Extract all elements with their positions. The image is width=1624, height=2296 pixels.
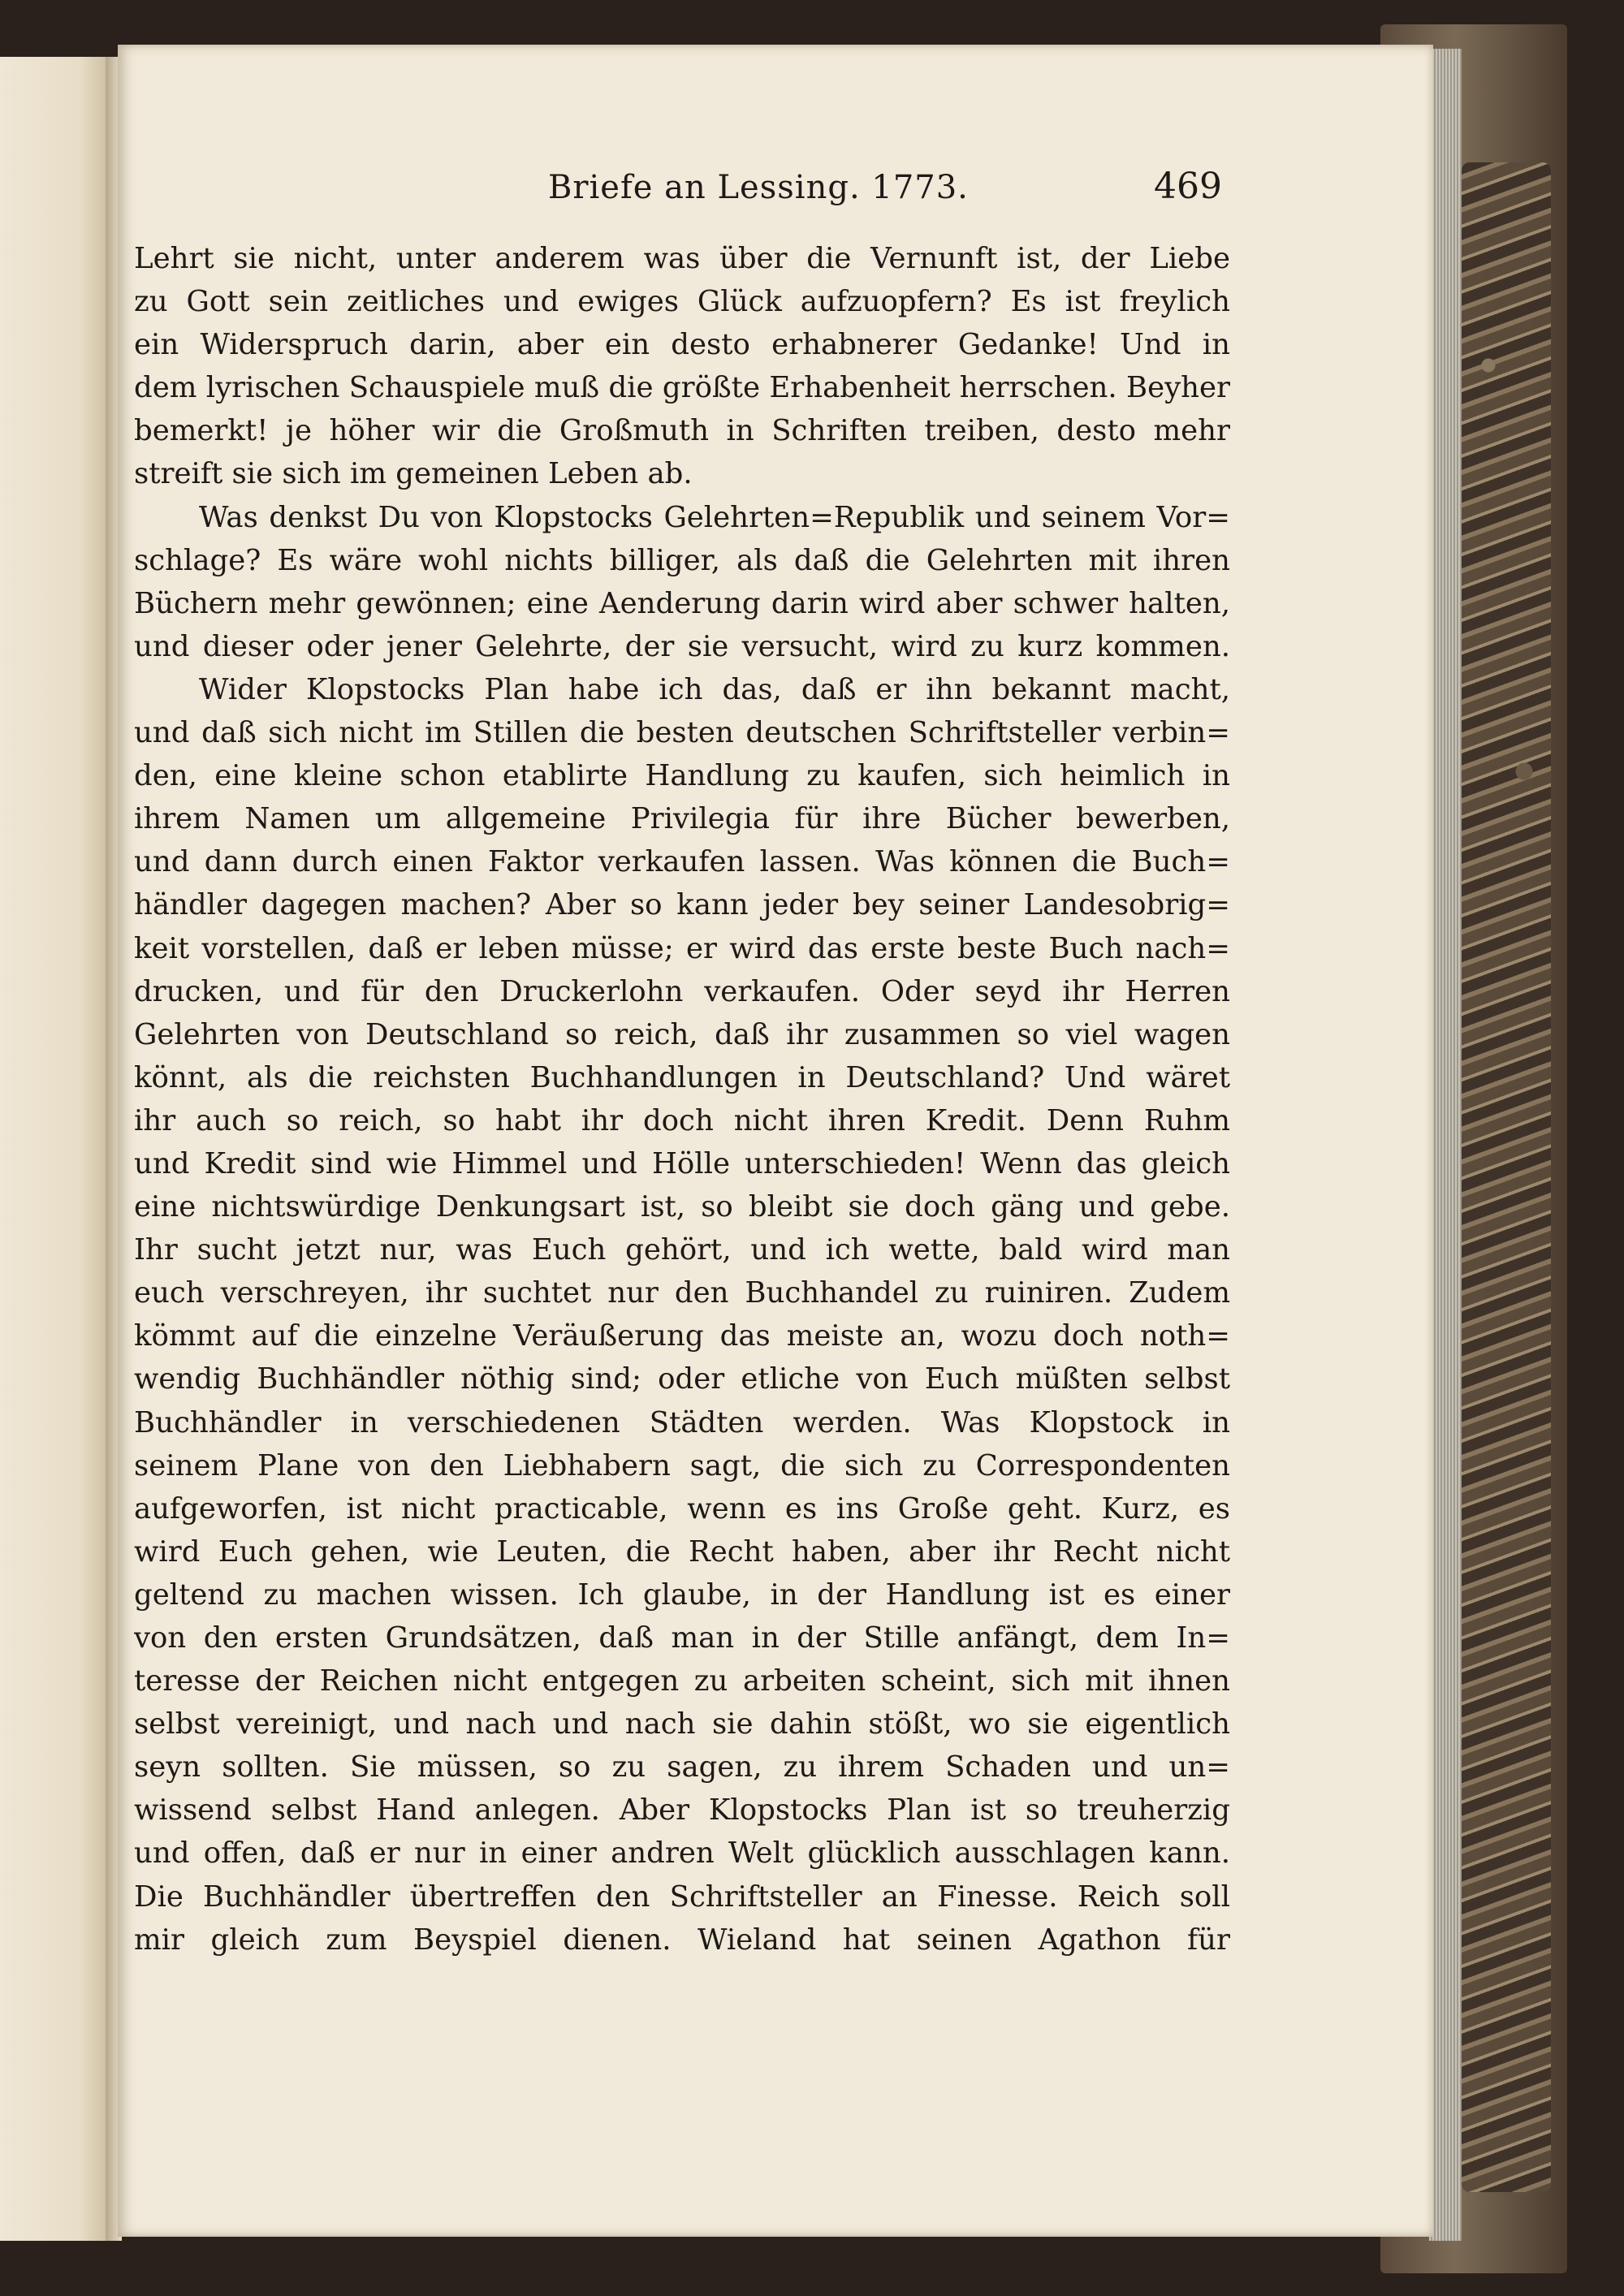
text-line: und daß sich nicht im Stillen die besten deutschen Schriftsteller verbin=: [134, 716, 1230, 750]
text-line: händler dagegen machen? Aber so kann jeder bey seiner Landesobrig=: [134, 888, 1230, 922]
marbled-edge: [1462, 162, 1551, 2192]
text-line: eine nichtswürdige Denkungsart ist, so bleibt sie doch gäng und gebe.: [134, 1190, 1230, 1224]
text-line: Die Buchhändler übertreffen den Schriftsteller an Finesse. Reich soll: [134, 1880, 1230, 1914]
text-line: wird Euch gehen, wie Leuten, die Recht haben, aber ihr Recht nicht: [134, 1534, 1230, 1569]
text-line: Wider Klopstocks Plan habe ich das, daß er ihn bekannt macht,: [199, 672, 1230, 706]
text-line: und dieser oder jener Gelehrte, der sie versucht, wird zu kurz kommen.: [134, 629, 1230, 663]
text-line: Ihr sucht jetzt nur, was Euch gehört, und ich wette, bald wird man: [134, 1233, 1230, 1267]
text-line: Büchern mehr gewönnen; eine Aenderung darin wird aber schwer halten,: [134, 586, 1230, 620]
left-page: [0, 57, 114, 2241]
text-line: seinem Plane von den Liebhabern sagt, die sich zu Correspondenten: [134, 1448, 1230, 1482]
text-line: geltend zu machen wissen. Ich glaube, in der Handlung ist es einer: [134, 1577, 1230, 1612]
text-line: Lehrt sie nicht, unter anderem was über die Vernunft ist, der Liebe: [134, 242, 1230, 275]
text-line: Was denkst Du von Klopstocks Gelehrten=Republik und seinem Vor=: [199, 500, 1230, 534]
text-line: ein Widerspruch darin, aber ein desto erhabnerer Gedanke! Und in: [134, 328, 1230, 362]
text-line: seyn sollten. Sie müssen, so zu sagen, zu ihrem Schaden und un=: [134, 1750, 1230, 1785]
text-line: von den ersten Grundsätzen, daß man in der Stille anfängt, dem In=: [134, 1621, 1230, 1655]
text-line: kömmt auf die einzelne Veräußerung das meiste an, wozu doch noth=: [134, 1319, 1230, 1353]
body-text: [134, 237, 1230, 1962]
text-line: keit vorstellen, daß er leben müsse; er wird das erste beste Buch nach=: [134, 931, 1230, 965]
text-line: und dann durch einen Faktor verkaufen lassen. Was können die Buch=: [134, 845, 1230, 879]
text-line: ihrem Namen um allgemeine Privilegia für ihre Bücher bewerben,: [134, 802, 1230, 836]
text-line: ihr auch so reich, so habt ihr doch nicht ihren Kredit. Denn Ruhm: [134, 1103, 1230, 1137]
text-line: wendig Buchhändler nöthig sind; oder etliche von Euch müßten selbst: [134, 1362, 1230, 1396]
text-line: schlage? Es wäre wohl nichts billiger, als daß die Gelehrten mit ihren: [134, 543, 1230, 577]
text-line: euch verschreyen, ihr suchtet nur den Buchhandel zu ruiniren. Zudem: [134, 1276, 1230, 1310]
text-line: und Kredit sind wie Himmel und Hölle unterschieden! Wenn das gleich: [134, 1146, 1230, 1180]
text-line: mir gleich zum Beyspiel dienen. Wieland hat seinen Agathon für: [134, 1923, 1230, 1957]
page-number: 469: [1154, 166, 1222, 207]
text-line: dem lyrischen Schauspiele muß die größte Erhabenheit herrschen. Beyher: [134, 371, 1230, 405]
text-line: Gelehrten von Deutschland so reich, daß ihr zusammen so viel wagen: [134, 1017, 1230, 1051]
text-line: teresse der Reichen nicht entgegen zu arbeiten scheint, sich mit ihnen: [134, 1664, 1230, 1698]
text-line: und offen, daß er nur in einer andren Welt glücklich ausschlagen kann.: [134, 1836, 1230, 1871]
text-line: zu Gott sein zeitliches und ewiges Glück aufzuopfern? Es ist freylich: [134, 285, 1230, 319]
text-line: wissend selbst Hand anlegen. Aber Klopstocks Plan ist so treuherzig: [134, 1793, 1230, 1828]
running-title: Briefe an Lessing. 1773.: [548, 169, 969, 206]
text-line: streift sie sich im gemeinen Leben ab.: [134, 457, 693, 491]
text-line: bemerkt! je höher wir die Großmuth in Schriften treiben, desto mehr: [134, 414, 1230, 448]
text-line: drucken, und für den Druckerlohn verkaufen. Oder seyd ihr Herren: [134, 974, 1230, 1008]
page-block-edge: [1429, 49, 1462, 2241]
text-line: den, eine kleine schon etablirte Handlung zu kaufen, sich heimlich in: [134, 759, 1230, 793]
text-line: aufgeworfen, ist nicht practicable, wenn es ins Große geht. Kurz, es: [134, 1491, 1230, 1526]
text-line: Buchhändler in verschiedenen Städten werden. Was Klopstock in: [134, 1405, 1230, 1439]
text-line: selbst vereinigt, und nach und nach sie dahin stößt, wo sie eigentlich: [134, 1707, 1230, 1741]
page-header: [134, 162, 1222, 219]
text-line: könnt, als die reichsten Buchhandlungen in Deutschland? Und wäret: [134, 1060, 1230, 1094]
